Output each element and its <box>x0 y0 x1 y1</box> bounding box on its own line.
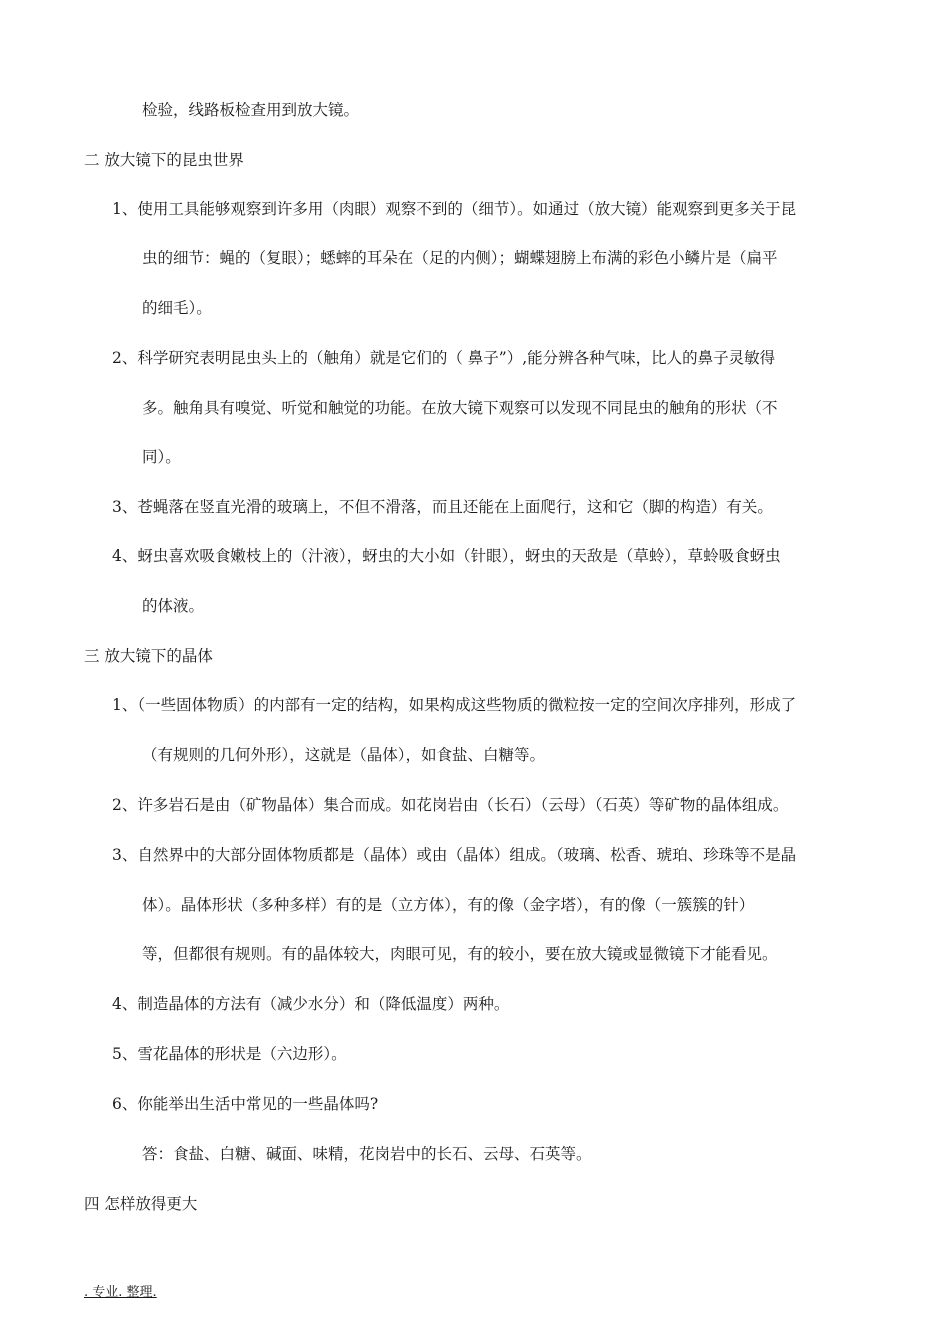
list-item-3-continuation: 体）。晶体形状（多种多样）有的是（立方体），有的像（金字塔），有的像（一簇簇的针） <box>142 896 755 914</box>
list-item-4-continuation: 的体液。 <box>142 597 205 615</box>
list-item-3-continuation: 等，但都很有规则。有的晶体较大，肉眼可见，有的较小，要在放大镜或显微镜下才能看见。 <box>142 945 778 963</box>
page-footer: . 专业. 整理. <box>84 1285 157 1300</box>
list-item-6: 6、你能举出生活中常见的一些晶体吗? <box>112 1095 379 1113</box>
list-item-2: 2、科学研究表明昆虫头上的（触角）就是它们的（ 鼻子”）,能分辨各种气味，比人的鼻子灵敏得 <box>112 349 776 367</box>
list-item-1-continuation: 的细毛）。 <box>142 299 212 317</box>
section-heading-4: 四 怎样放得更大 <box>84 1195 198 1213</box>
text-line-continuation: 检验，线路板检查用到放大镜。 <box>142 101 360 119</box>
list-item-3: 3、苍蝇落在竖直光滑的玻璃上，不但不滑落，而且还能在上面爬行，这和它（脚的构造）有关。 <box>112 498 773 516</box>
list-item-4: 4、制造晶体的方法有（减少水分）和（降低温度）两种。 <box>112 995 510 1013</box>
list-item-2: 2、许多岩石是由（矿物晶体）集合而成。如花岗岩由（长石）（云母）（石英）等矿物的晶体组成。 <box>112 796 789 814</box>
list-item-1-continuation: （有规则的几何外形），这就是（晶体），如食盐、白糖等。 <box>142 746 546 764</box>
answer-line: 答：食盐、白糖、碱面、味精，花岗岩中的长石、云母、石英等。 <box>142 1145 592 1163</box>
list-item-2-continuation: 多。触角具有嗅觉、听觉和触觉的功能。在放大镜下观察可以发现不同昆虫的触角的形状（不 <box>142 399 778 417</box>
section-heading-2: 二 放大镜下的昆虫世界 <box>84 151 244 169</box>
list-item-1-continuation: 虫的细节：蝇的（复眼）；蟋蟀的耳朵在（足的内侧）；蝴蝶翅膀上布满的彩色小鳞片是（扁平 <box>142 249 778 267</box>
section-heading-3: 三 放大镜下的晶体 <box>84 647 213 665</box>
list-item-1: 1、（一些固体物质）的内部有一定的结构，如果构成这些物质的微粒按一定的空间次序排列，形成了 <box>112 696 797 714</box>
list-item-4: 4、蚜虫喜欢吸食嫩枝上的（汁液），蚜虫的大小如（针眼），蚜虫的天敌是（草蛉），草蛉吸食蚜虫 <box>112 547 781 565</box>
list-item-3: 3、自然界中的大部分固体物质都是（晶体）或由（晶体）组成。（玻璃、松香、琥珀、珍珠等不是晶 <box>112 846 797 864</box>
list-item-5: 5、雪花晶体的形状是（六边形）。 <box>112 1045 347 1063</box>
list-item-1: 1、使用工具能够观察到许多用（肉眼）观察不到的（细节）。如通过（放大镜）能观察到更多关于昆 <box>112 200 797 218</box>
list-item-2-continuation: 同）。 <box>142 448 181 466</box>
